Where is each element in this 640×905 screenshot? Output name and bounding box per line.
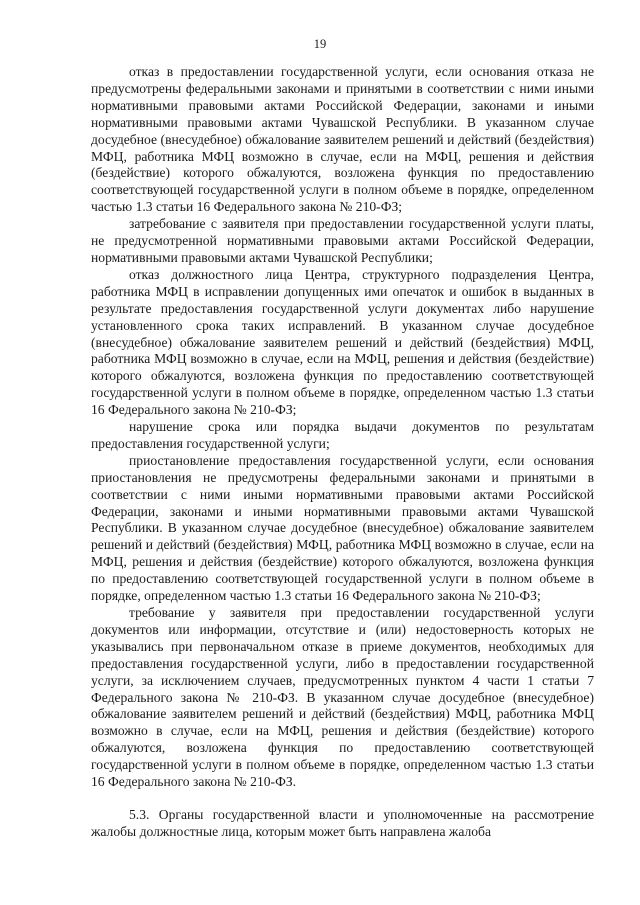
paragraph-suspension-of-service: приостановление предоставления государственной услуги, если основания приостановления не предусмотрены федеральными законами и принятыми в соответствии с ними иными нормативными правовыми актами Российской Федерации, законами и иными нормативными правовыми актами Чувашской Республики. В указанном случае досудебное (внесудебное) обжалование заявителем решений и действий (бездействия) МФЦ, работника МФЦ возможно в случае, если на МФЦ, решения и действия (бездействие) которого обжалуются, возложена функция по предоставлению соответствующей государственной услуги в полном объеме в порядке, определенном частью 1.3 статьи 16 Федерального закона № 210-ФЗ;: [91, 452, 594, 604]
paragraph-delivery-violation: нарушение срока или порядка выдачи документов по результатам предоставления государственной услуги;: [91, 419, 594, 451]
paragraph-refusal-to-correct-errors: отказ должностного лица Центра, структурного подразделения Центра, работника МФЦ в исправлении допущенных ими опечаток и ошибок в выданных в результате предоставления государственной услуги документах либо нарушение установленного срока таких исправлений. В указанном случае досудебное (внесудебное) обжалование заявителем решений и действий (бездействия) МФЦ, работника МФЦ возможно в случае, если на МФЦ, решения и действия (бездействие) которого обжалуются, возложена функция по предоставлению соответствующей государственной услуги в полном объеме в порядке, определенном частью 1.3 статьи 16 Федерального закона № 210-ФЗ;: [91, 266, 594, 418]
paragraph-document-demand: требование у заявителя при предоставлении государственной услуги документов или информации, отсутствие и (или) недостоверность которых не указывались при первоначальном отказе в приеме документов, необходимых для предоставления государственной услуги, либо в предоставлении государственной услуги, за исключением случаев, предусмотренных пунктом 4 части 1 статьи 7 Федерального закона № 210-ФЗ. В указанном случае досудебное (внесудебное) обжалование заявителем решений и действий (бездействия) МФЦ, работника МФЦ возможно в случае, если на МФЦ, решения и действия (бездействие) которого обжалуются, возложена функция по предоставлению соответствующей государственной услуги в полном объеме в порядке, определенном частью 1.3 статьи 16 Федерального закона № 210-ФЗ.: [91, 605, 594, 790]
page-number: 19: [313, 37, 327, 51]
document-body: [91, 64, 594, 841]
paragraph-refusal-of-service: отказ в предоставлении государственной услуги, если основания отказа не предусмотрены федеральными законами и принятыми в соответствии с ними иными нормативными правовыми актами Российской Федерации, законами и иными нормативными правовыми актами Чувашской Республики. В указанном случае досудебное (внесудебное) обжалование заявителем решений и действий (бездействия) МФЦ, работника МФЦ возможно в случае, если на МФЦ, решения и действия (бездействие) которого обжалуются, возложена функция по предоставлению соответствующей государственной услуги в полном объеме в порядке, определенном частью 1.3 статьи 16 Федерального закона № 210-ФЗ;: [91, 64, 594, 215]
section-heading-5-3: 5.3. Органы государственной власти и уполномоченные на рассмотрение жалобы должностные лица, которым может быть направлена жалоба: [91, 806, 594, 839]
paragraph-fee-demand: затребование с заявителя при предоставлении государственной услуги платы, не предусмотренной нормативными правовыми актами Российской Федерации, нормативными правовыми актами Чувашской Республики;: [91, 216, 594, 265]
